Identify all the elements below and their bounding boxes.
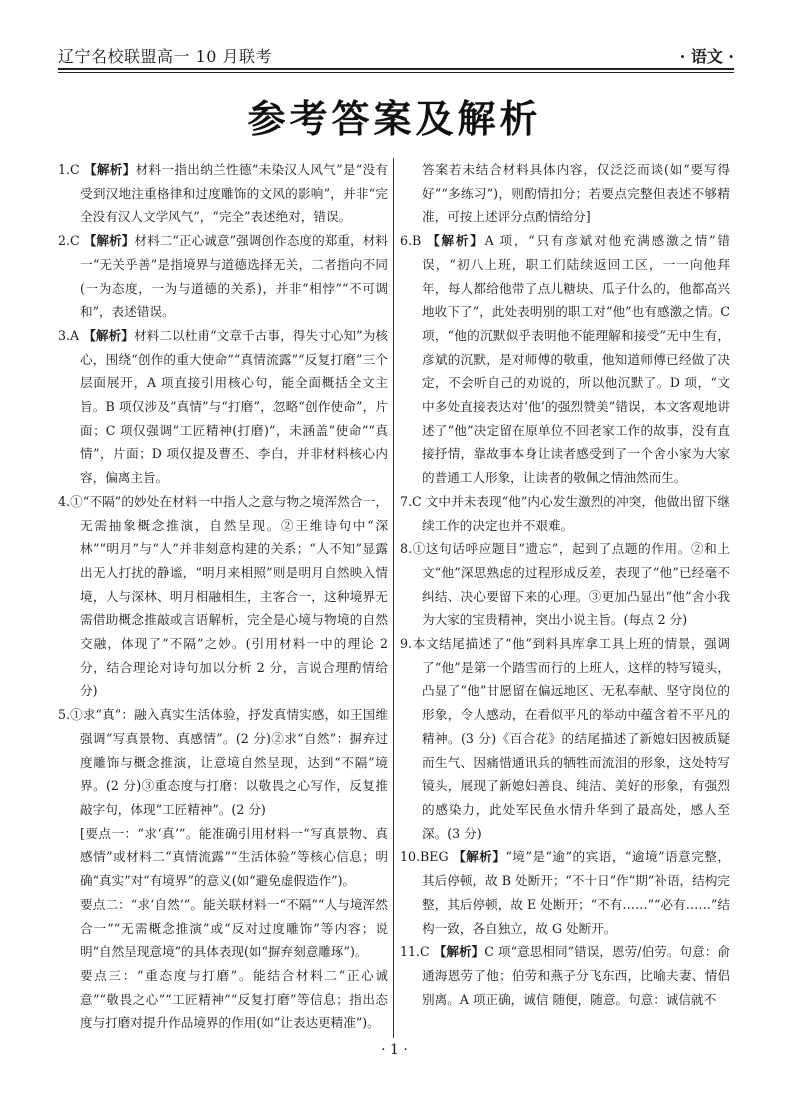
page-number: · 1 ·: [381, 1042, 408, 1058]
scoring-note: 要点三：“重态度与打磨”。能结合材料二“正心诚意”“敬畏之心”“工匠精神”“反复打磨”等信息；指出态度与打磨对提升作品境界的作用(如“让表达更精准”)。: [80, 967, 388, 1031]
answer-item: 5.①求“真”：融入真实生活体验，抒发真情实感，如王国维强调“写真景物、真感情”。(2 分)②求“自然”：摒弃过度雕饰与概念推演，让意境自然呈现，达到“不隔”境界。(2 分)③重态度与打磨：以敬畏之心写作，反复推敲字句，体现“工匠精神”。(2 分): [58, 707, 388, 817]
answer-item: 8.①这句话呼应题目“遗忘”，起到了点题的作用。②和上文“他”深思熟虑的过程形成反差，表现了“他”已经毫不纠结、决心要留下来的心理。③更加凸显出“他”舍小我为大家的宝贵精神，突出小说主旨。(每点 2 分): [400, 541, 730, 628]
answer-item: 9.本文结尾描述了“他”到料具库拿工具上班的情景，强调了“他”是第一个踏雪而行的上班人，这样的特写镜头，凸显了“他”甘愿留在偏远地区、无私奉献、坚守岗位的形象，令人感动，在看似平凡的举动中蕴含着不平凡的精神。(3 分)《百合花》的结尾描述了新媳妇因被质疑而生气、因痛惜通讯兵的牺牲而流泪的形象，这处特写镜头，展现了新媳妇善良、纯洁、美好的形象，有强烈的感染力，此处军民鱼水情升华到了最高处，感人至深。(3 分): [400, 636, 730, 841]
answer-item: 3.A 【解析】材料二以杜甫“文章千古事，得失寸心知”为核心，围绕“创作的重大使命”“真情流露”“反复打磨”三个层面展开，A 项直接引用核心句，能全面概括全文主旨。B 项仅涉及“真情”与“打磨”，忽略“创作使命”，片面；C 项仅强调“工匠精神(打磨)”，未涵盖“使命”“真情”，片面；D 项仅提及曹丕、李白，并非材料核心内容，偏离主旨。: [58, 327, 388, 486]
answer-item: 7.C 文中并未表现“他”内心发生激烈的冲突，他做出留下继续工作的决定也并不艰难。: [400, 493, 730, 533]
header-rule-thin: [58, 72, 734, 73]
right-column: [400, 158, 730, 1011]
answer-item: 10.BEG 【解析】“境”是“逾”的宾语，“逾境”语意完整，其后停顿，故 B 处断开；“不十日”作“期”补语，结构完整，其后停顿，故 E 处断开；“不有……”“必有……”结构一致，各自独立，故 G 处断开。: [400, 849, 730, 936]
scoring-note: 要点二：“求‘自然’”。能关联材料一“不隔”“人与境浑然合一”“无需概念推演”或“反对过度雕饰”等内容；说明“自然呈现意境”的具体表现(如“摒弃刻意雕琢”)。: [80, 896, 388, 960]
answer-item: 2.C 【解析】材料二“正心诚意”强调创作态度的郑重，材料一“无关乎善”是指境界与道德选择无关，二者指向不同(一为态度，一为与道德的关系)，并非“相悖”“不可调和”，表述错误。: [58, 233, 388, 320]
scoring-note: 答案若未结合材料具体内容，仅泛泛而谈(如“要写得好”“多练习”)，则酌情扣分；若要点完整但表述不够精准，可按上述评分点酌情给分]: [422, 162, 730, 225]
column-divider: [393, 158, 394, 1038]
header-rule-thick: [58, 68, 734, 70]
answer-item: 1.C 【解析】材料一指出纳兰性德“未染汉人风气”是“没有受到汉地注重格律和过度雕饰的文风的影响”，并非“完全没有汉人文学风气”，“完全”表述绝对，错误。: [58, 162, 388, 225]
answer-item: 4.①“不隔”的妙处在材料一中指人之意与物之境浑然合一，无需抽象概念推演，自然呈现。②王维诗句中“深林”“明月”与“人”并非刻意构建的关系；“人不知”显露出无人打扰的静谧，“明月来相照”则是明月自然映入情境，人与深林、明月相融相生，主客合一，这种境界无需借助概念推敲或言语解析，完全是心境与物境的自然交融，体现了“不隔”之妙。(引用材料一中的理论 2 分，结合理论对诗句加以分析 2 分，言说合理酌情给分): [58, 493, 388, 699]
answer-item: 6.B 【解析】A 项，“只有彦斌对他充满感激之情”错误，“初八上班，职工们陆续返回工区，一一向他拜年，每人都给他带了点儿糖块、瓜子什么的，他都高兴地收下了”，此处表明别的职工对“他”也有感激之情。C 项，“他的沉默似乎表明他不能理解和接受”无中生有，彦斌的沉默，是对师傅的敬重，他知道师傅已经做了决定，不会听自己的劝说的，所以他沉默了。D 项，“文中多处直接表达对‘他’的强烈赞美”错误，本文客观地讲述了“他”决定留在原单位不回老家工作的故事，没有直接抒情，靠故事本身让读者感受到了一个舍小家为大家的普通工人形象，让读者的敬佩之情油然而生。: [400, 233, 730, 486]
scoring-note: [要点一：“求‘真’”。能准确引用材料一“写真景物、真感情”或材料二“真情流露”“生活体验”等核心信息；明确“真实”对“有境界”的意义(如“避免虚假造作”)。: [80, 825, 388, 889]
answer-item: 11.C 【解析】C 项“意思相同”错误，恩劳/伯劳。句意：俞通海恩劳了他；伯劳和燕子分飞东西，比喻夫妻、情侣别离。A 项正确，诚信 随便，随意。句意：诚信就不: [400, 944, 730, 1007]
page-header: [58, 40, 734, 66]
left-column: [58, 158, 388, 1035]
subject-label: · 语文 ·: [679, 47, 734, 66]
page-title: 参考答案及解析: [247, 97, 542, 141]
exam-title: 辽宁名校联盟高一 10 月联考: [58, 47, 273, 66]
